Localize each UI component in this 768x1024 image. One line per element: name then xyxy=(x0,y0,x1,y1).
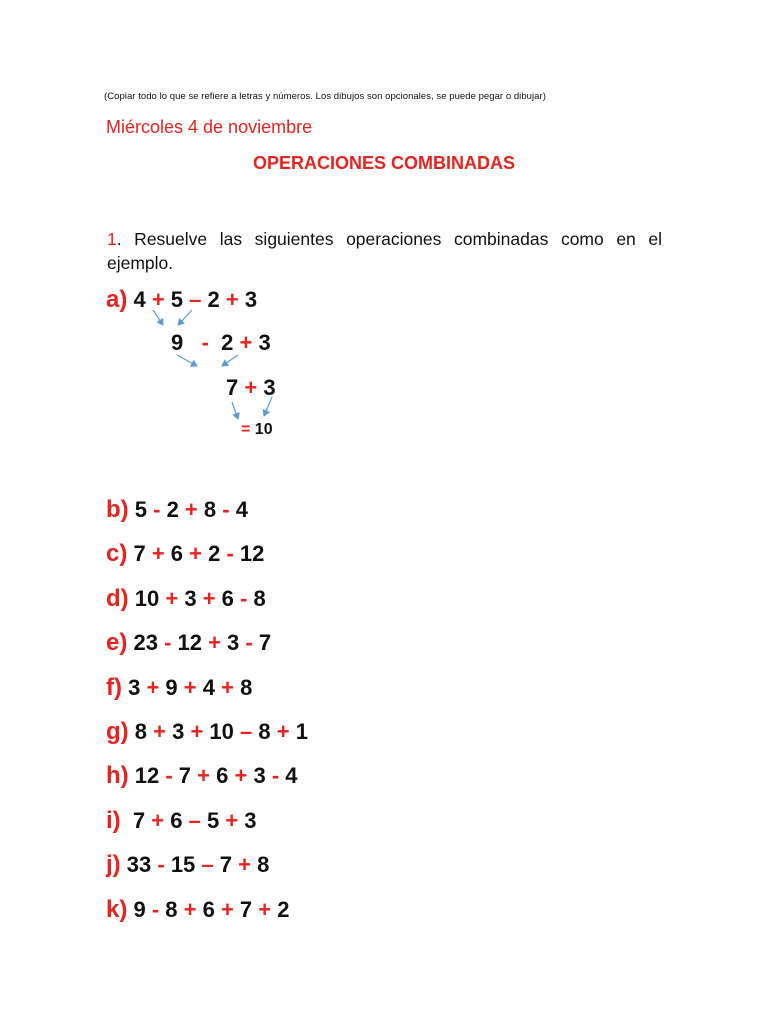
exercise-term-number: 8 xyxy=(159,896,184,922)
example-result xyxy=(241,421,273,439)
exercise-term-operator: + xyxy=(221,674,234,700)
exercise-term-number: 3 xyxy=(247,763,272,789)
example-term-number: 3 xyxy=(238,287,258,312)
exercise-term-operator: + xyxy=(190,719,204,744)
exercise-term-operator: - xyxy=(222,497,230,522)
exercise-term-number: 3 xyxy=(165,719,191,744)
instruction-paragraph xyxy=(107,227,662,275)
exercise-term-number: 6 xyxy=(196,896,221,922)
exercise-label: f) xyxy=(106,673,122,701)
exercise-term-number: 7 xyxy=(233,896,259,922)
exercise-term-operator: + xyxy=(220,896,234,922)
example-term-number: 2 xyxy=(208,330,240,355)
exercise-term-operator: – xyxy=(188,807,201,833)
exercise-term-number: 6 xyxy=(164,807,189,833)
exercise-term-number: 3 xyxy=(220,630,246,656)
exercise-term-number: 3 xyxy=(121,674,147,700)
exercise-label: h) xyxy=(106,762,129,790)
exercise-term-number: 8 xyxy=(197,497,223,522)
exercise-term-number: 2 xyxy=(160,497,185,522)
exercise-term-number: 4 xyxy=(279,763,298,789)
exercise-term-operator: - xyxy=(240,585,248,611)
exercise-row xyxy=(106,718,308,746)
exercise-term-number: 12 xyxy=(128,763,166,789)
exercise-term-operator: + xyxy=(208,630,221,656)
exercise-term-operator: + xyxy=(146,674,160,700)
example-step-2 xyxy=(171,330,271,356)
exercise-term-number: 6 xyxy=(215,585,241,611)
exercise-term-number: 5 xyxy=(128,497,154,522)
example-term-operator: + xyxy=(151,287,165,312)
exercise-term-number: 7 xyxy=(172,763,198,789)
exercise-row xyxy=(106,896,289,924)
example-term-number: 3 xyxy=(252,330,271,355)
example-term-operator: + xyxy=(239,330,253,355)
exercise-term-number: 6 xyxy=(164,541,190,567)
exercise-label: k) xyxy=(106,895,128,923)
exercise-term-number: 10 xyxy=(128,585,166,611)
exercise-term-number: 23 xyxy=(127,630,165,656)
exercise-term-operator: - xyxy=(153,497,161,522)
exercise-term-number: 9 xyxy=(127,896,152,922)
exercise-term-number: 8 xyxy=(252,719,277,744)
exercise-row xyxy=(106,762,298,790)
exercise-term-number: 9 xyxy=(159,674,184,700)
exercise-term-number: 4 xyxy=(229,497,248,522)
exercise-term-number: 3 xyxy=(178,585,203,611)
exercise-term-operator: + xyxy=(234,763,248,789)
exercise-term-operator: + xyxy=(151,807,165,833)
exercise-term-operator: + xyxy=(197,763,211,789)
exercise-term-number: 3 xyxy=(238,807,257,833)
exercise-term-operator: - xyxy=(226,541,234,567)
exercise-term-number: 1 xyxy=(289,719,308,744)
example-term-operator: - xyxy=(201,330,209,355)
exercise-label: e) xyxy=(106,629,128,657)
exercise-term-number: 12 xyxy=(171,630,209,656)
exercise-label: b) xyxy=(106,496,129,523)
exercise-term-number: 8 xyxy=(128,719,154,744)
exercise-term-number: 10 xyxy=(203,719,241,744)
exercise-term-operator: + xyxy=(153,719,166,744)
example-term-number: 3 xyxy=(257,375,276,400)
arrow-2-to-7 xyxy=(222,355,238,366)
example-result-value: 10 xyxy=(250,421,273,438)
example-step-1 xyxy=(106,286,257,314)
arrow-7-to-result xyxy=(232,402,238,419)
exercise-term-operator: + xyxy=(189,541,202,567)
exercise-term-number: 33 xyxy=(120,852,158,878)
exercise-term-operator: - xyxy=(271,763,280,789)
exercise-term-operator: + xyxy=(276,719,290,744)
exercise-term-number: 15 xyxy=(164,852,202,878)
exercise-term-operator: + xyxy=(238,852,251,878)
example-term-number: 2 xyxy=(201,287,226,312)
exercise-term-operator: + xyxy=(183,896,197,922)
exercise-term-operator: + xyxy=(225,807,239,833)
arrow-9-to-7 xyxy=(177,355,197,366)
exercise-label: d) xyxy=(106,584,129,612)
example-result-sign: = xyxy=(241,421,251,438)
exercise-term-number: 6 xyxy=(210,763,235,789)
exercise-label: c) xyxy=(106,540,128,568)
exercise-term-number: 7 xyxy=(127,541,152,567)
example-term-operator: + xyxy=(244,375,258,400)
exercise-term-operator: + xyxy=(165,585,179,611)
exercise-term-number: 8 xyxy=(247,585,266,611)
exercise-term-number: 8 xyxy=(233,674,253,700)
exercise-term-number: 2 xyxy=(202,541,227,567)
example-term-operator: + xyxy=(225,287,239,312)
page-title: OPERACIONES COMBINADAS xyxy=(252,153,516,173)
exercise-term-number: 2 xyxy=(271,896,290,922)
exercise-row xyxy=(106,851,269,879)
example-step-3 xyxy=(226,375,276,401)
instruction-number: 1 xyxy=(107,229,117,249)
exercise-term-number: 7 xyxy=(213,852,239,878)
exercise-term-operator: + xyxy=(183,674,197,700)
exercise-term-operator: – xyxy=(240,719,253,744)
exercise-term-operator: - xyxy=(151,896,160,922)
exercise-term-operator: - xyxy=(245,630,253,656)
example-term-operator: – xyxy=(189,287,202,312)
exercise-row xyxy=(106,496,248,524)
exercise-row xyxy=(106,629,271,657)
instruction-text: . Resuelve las siguientes operaciones combinadas como en el ejemplo. xyxy=(107,229,662,273)
example-term-number: 4 xyxy=(127,287,152,312)
example-term-number: 9 xyxy=(171,330,202,355)
exercise-term-operator: + xyxy=(151,541,165,567)
example-step-1-expr xyxy=(127,287,257,312)
exercise-term-operator: + xyxy=(258,896,272,922)
exercise-term-operator: – xyxy=(201,852,214,878)
instructions-note: (Copiar todo lo que se refiere a letras y números. Los dibujos son opcionales, se puede pegar o dibujar) xyxy=(104,91,546,102)
exercise-term-operator: + xyxy=(202,585,216,611)
example-term-number: 7 xyxy=(226,375,245,400)
exercise-row xyxy=(106,807,257,835)
exercise-term-number: 12 xyxy=(233,541,265,567)
exercise-term-number: 8 xyxy=(250,852,270,878)
exercise-term-operator: + xyxy=(184,497,198,522)
exercise-label: i) xyxy=(106,806,121,834)
exercise-term-number: 4 xyxy=(196,674,222,700)
exercise-term-number: 5 xyxy=(200,807,226,833)
exercise-term-operator: - xyxy=(164,630,172,656)
exercise-label: g) xyxy=(106,718,129,745)
exercise-row xyxy=(106,540,264,568)
exercise-term-number: 7 xyxy=(120,807,152,833)
exercise-row xyxy=(106,674,252,702)
exercise-term-operator: - xyxy=(165,763,173,789)
exercise-label: j) xyxy=(106,851,121,879)
example-term-number: 5 xyxy=(164,287,190,312)
exercise-term-number: 7 xyxy=(252,630,272,656)
date-heading: Miércoles 4 de noviembre xyxy=(106,117,313,137)
exercise-term-operator: - xyxy=(157,852,165,878)
example-label: a) xyxy=(106,286,128,313)
exercise-row xyxy=(106,585,266,613)
